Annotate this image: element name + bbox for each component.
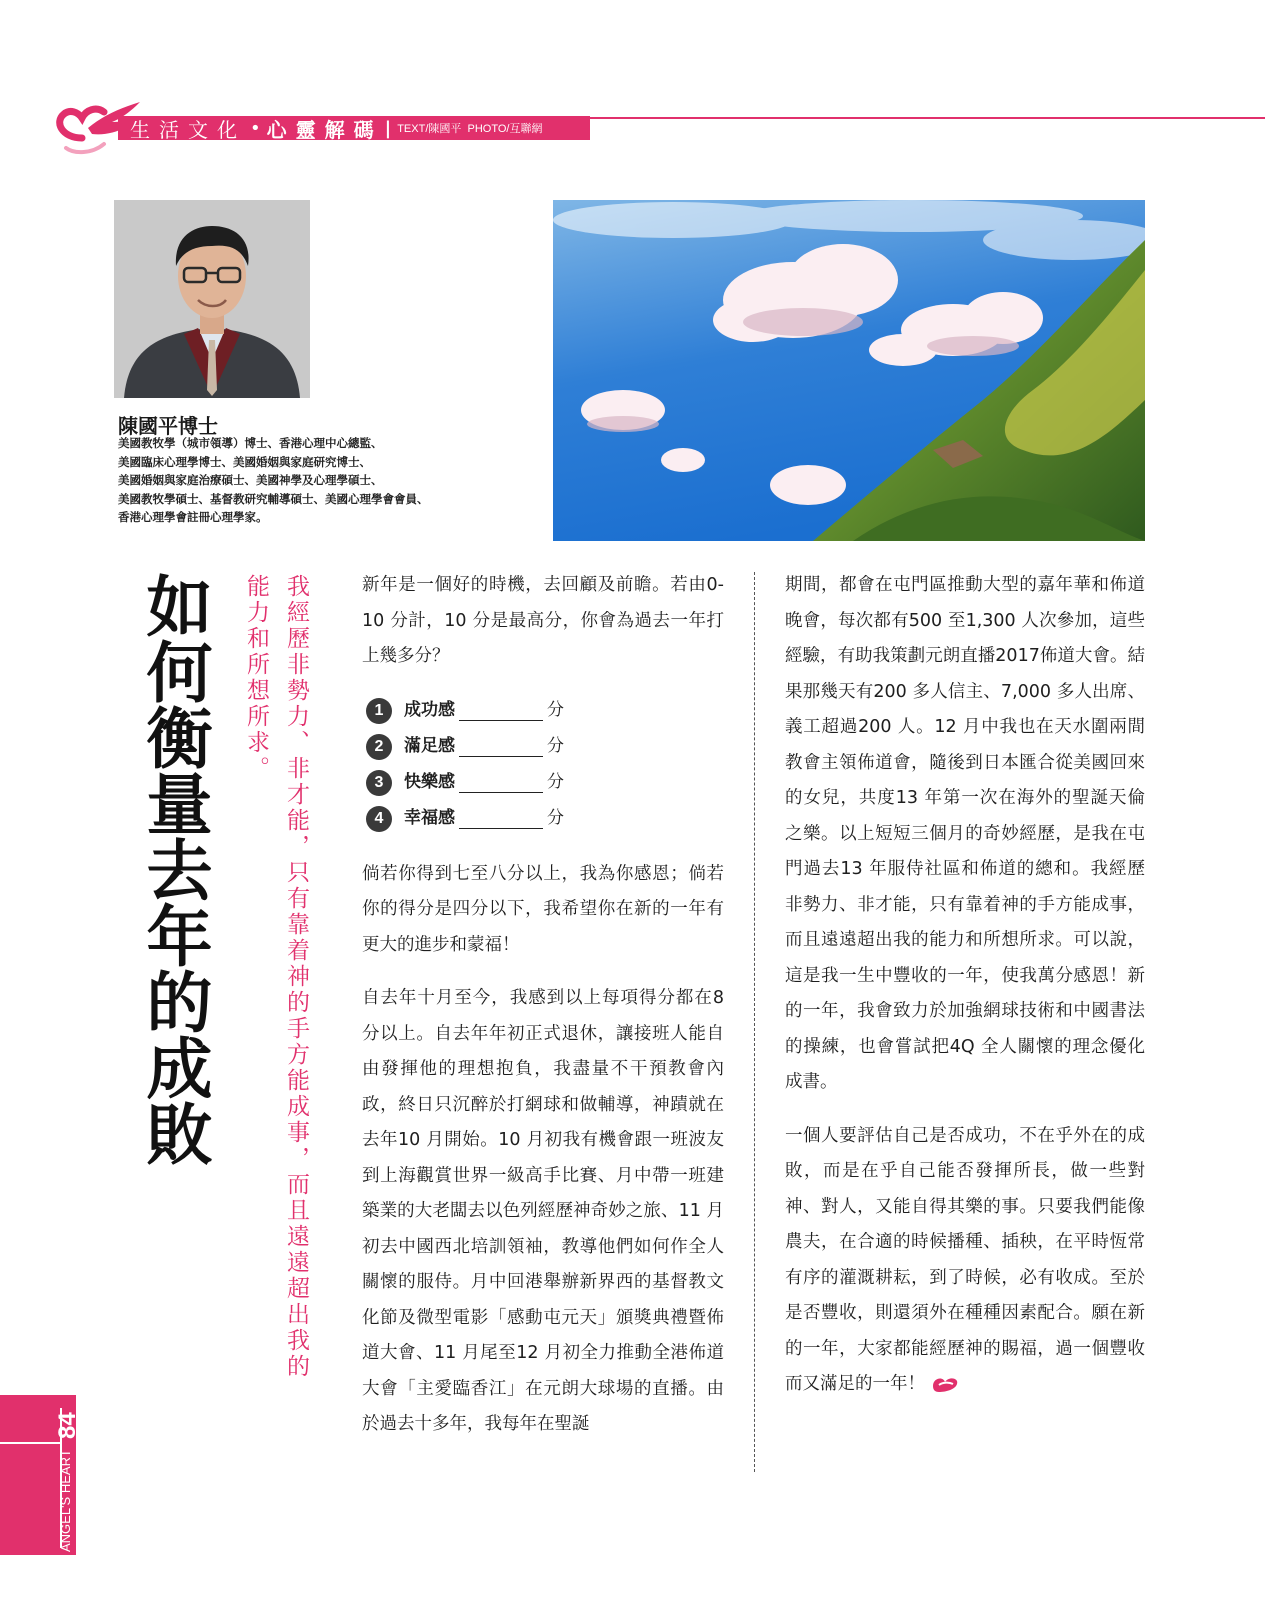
score-number-badge: 1 xyxy=(366,698,392,724)
magazine-name: ANGEL'S HEART xyxy=(58,1449,73,1552)
score-blank-line xyxy=(459,737,543,757)
paragraph-text: 一個人要評估自己是否成功，不在乎外在的成敗，而是在乎自己能否發揮所長，做一些對神、對人，又能自得其樂的事。只要我們能像農夫，在合適的時候播種、插秧，在平時恆常有序的灌溉耕耘，到了時候，必有收成。至於是否豐收，則還須外在種種因素配合。願在新的一年，大家都能經歷神的賜福，過一個豐收而又滿足的一年！ xyxy=(785,1125,1145,1394)
article-title: 如何衡量去年的成敗 xyxy=(135,572,212,1166)
section-header-band xyxy=(118,116,590,140)
score-item xyxy=(366,729,724,765)
score-number-badge: 3 xyxy=(366,770,392,796)
author-bio-line: 美國教牧學碩士、基督教研究輔導碩士、美國心理學會會員、 xyxy=(118,491,429,506)
score-label: 快樂感 xyxy=(404,771,455,792)
end-heart-mark-icon xyxy=(929,1374,961,1394)
header-rule xyxy=(565,117,1265,119)
score-number-badge: 2 xyxy=(366,734,392,760)
score-unit: 分 xyxy=(547,771,564,792)
score-item xyxy=(366,693,724,729)
article-column-2 xyxy=(785,568,1145,1421)
author-bio-line: 美國婚姻與家庭治療碩士、美國神學及心理學碩士、 xyxy=(118,473,383,487)
author-bio-line: 美國教牧學（城市領導）博士、香港心理中心總監、 xyxy=(118,436,383,450)
paragraph-last xyxy=(785,1119,1145,1403)
column-divider xyxy=(754,572,755,1472)
score-label: 幸福感 xyxy=(404,807,455,828)
score-list xyxy=(366,693,724,837)
author-bio-line: 美國臨床心理學博士、美國婚姻與家庭研究博士、 xyxy=(118,454,371,469)
paragraph: 自去年十月至今，我感到以上每項得分都在8 分以上。自去年年初正式退休，讓接班人能自由發揮他的理想抱負，我盡量不干預教會內政，終日只沉醉於打網球和做輔導，神蹟就在去年10 月開始。10 月初我有機會跟一班波友到上海觀賞世界一級高手比賽、月中帶一班建築業的大老闆去以色列經歷神奇妙之旅、11 月初去中國西北培訓領袖，教導他們如何作全人關懷的服侍。月中回港舉辦新界西的基督教文化節及微型電影「感動屯元天」頒獎典禮暨佈道大會、11 月尾至12 月初全力推動全港佈道大會「主愛臨香江」在元朗大球場的直播。由於過去十多年，我每年在聖誕 xyxy=(362,988,724,1434)
header-separator: | xyxy=(384,117,392,139)
score-blank-line xyxy=(459,773,543,793)
score-label: 滿足感 xyxy=(404,735,455,756)
score-blank-line xyxy=(459,701,543,721)
score-unit: 分 xyxy=(547,699,564,720)
paragraph: 期間，都會在屯門區推動大型的嘉年華和佈道晚會，每次都有500 至1,300 人次參加，這些經驗，有助我策劃元朗直播2017佈道大會。結果那幾天有200 多人信主、7,000 多人出席、義工超過200 人。12 月中我也在天水圍兩間教會主領佈道會，隨後到日本匯合從美國回來的女兒，共度13 年第一次在海外的聖誕天倫之樂。以上短短三個月的奇妙經歷，是我在屯門過去13 年服侍社區和佈道的總和。我經歷非勢力、非才能，只有靠着神的手方能成事，而且遠遠超出我的能力和所想所求。可以說，這是我一生中豐收的一年，使我萬分感恩！新的一年，我會致力於加強網球技術和中國書法的操練，也會嘗試把4Q 全人關懷的理念優化成書。 xyxy=(785,575,1145,1092)
score-blank-line xyxy=(459,809,543,829)
author-portrait xyxy=(114,200,310,398)
score-unit: 分 xyxy=(547,807,564,828)
header-dot: • xyxy=(250,117,261,139)
article-column-1 xyxy=(362,568,724,1461)
paragraph: 新年是一個好的時機，去回顧及前瞻。若由0-10 分計，10 分是最高分，你會為過去一年打上幾多分？ xyxy=(362,575,724,666)
score-label: 成功感 xyxy=(404,699,455,720)
column-name: 生活文化 xyxy=(130,117,246,142)
author-bio xyxy=(118,434,498,527)
article-subtitle: 我經歷非勢力、非才能，只有靠着神的手方能成事，而且遠遠超出我的能力和所想所求。 xyxy=(243,574,309,1380)
score-number-badge: 4 xyxy=(366,806,392,832)
score-item xyxy=(366,765,724,801)
author-name: 陳國平博士 xyxy=(118,414,218,438)
page-number: 84 xyxy=(54,1412,81,1439)
page-tab-rule xyxy=(0,1442,60,1444)
author-bio-line: 香港心理學會註冊心理學家。 xyxy=(118,510,268,524)
section-name: 心靈解碼 xyxy=(266,117,383,142)
credit-line: TEXT/陳國平 PHOTO/互聯網 xyxy=(397,123,543,135)
paragraph: 倘若你得到七至八分以上，我為你感恩；倘若你的得分是四分以下，我希望你在新的一年有更大的進步和蒙福！ xyxy=(362,863,724,955)
score-unit: 分 xyxy=(547,735,564,756)
score-item xyxy=(366,801,724,837)
hero-illustration xyxy=(553,200,1145,541)
